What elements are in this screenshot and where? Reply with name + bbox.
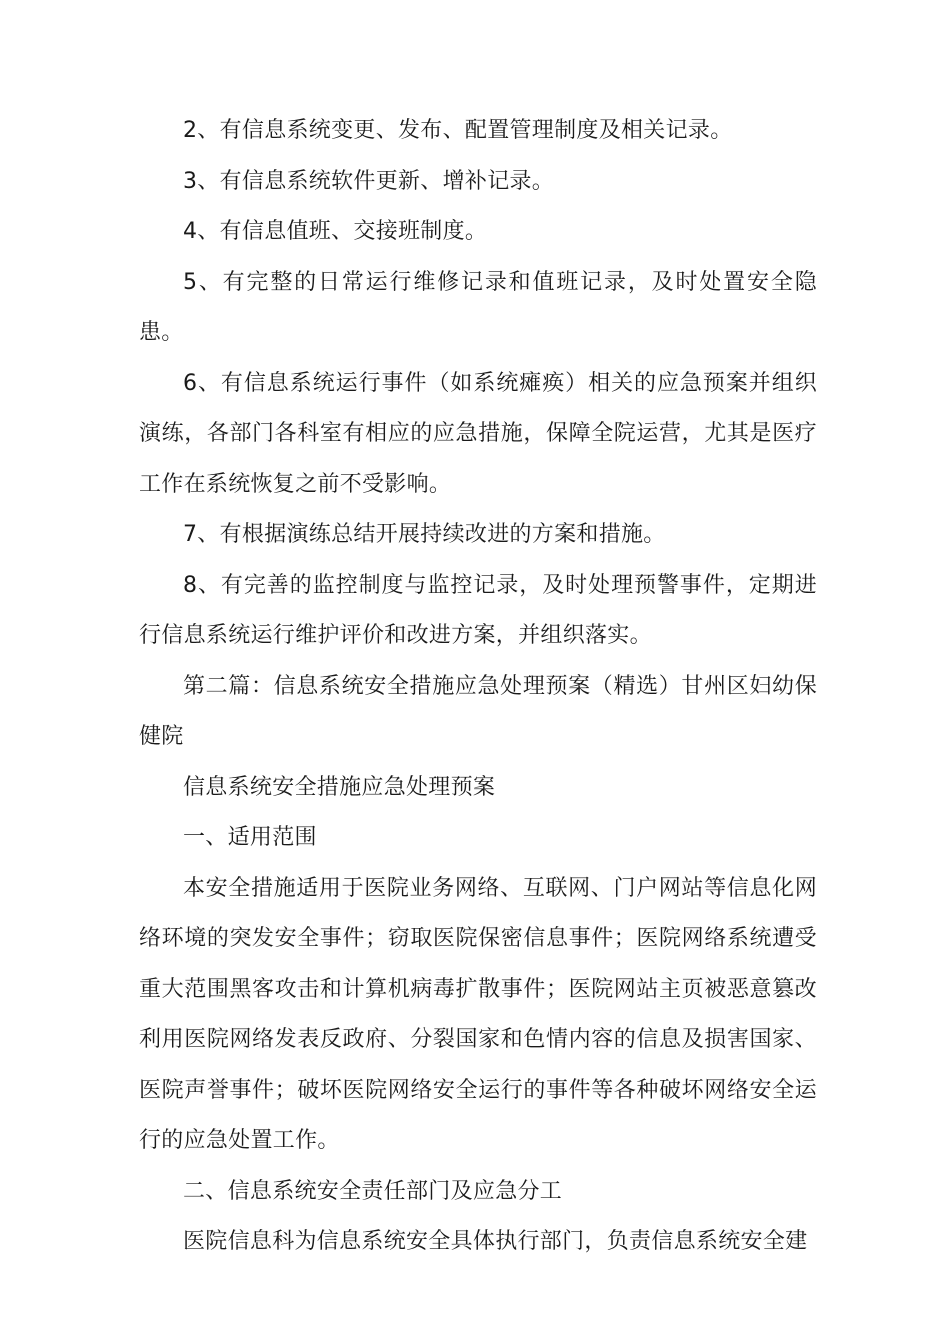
paragraph-item-4: 4、有信息值班、交接班制度。 <box>183 219 488 244</box>
paragraph-item-6: 6、有信息系统运行事件（如系统瘫痪）相关的应急预案并组织演练，各部门各科室有相应的应急措施，保障全院运营，尤其是医疗工作在系统恢复之前不受影响。 <box>139 370 817 497</box>
responsibility-paragraph: 医院信息科为信息系统安全具体执行部门，负责信息系统安全建 <box>183 1229 808 1254</box>
paragraph-item-5: 5、有完整的日常运行维修记录和值班记录，及时处置安全隐患。 <box>139 269 817 345</box>
document-title: 信息系统安全措施应急处理预案 <box>183 774 496 800</box>
section-heading-responsibility: 二、信息系统安全责任部门及应急分工 <box>183 1178 563 1204</box>
paragraph-item-7: 7、有根据演练总结开展持续改进的方案和措施。 <box>183 522 666 547</box>
paragraph-item-8: 8、有完善的监控制度与监控记录，及时处理预警事件，定期进行信息系统运行维护评价和改进方案，并组织落实。 <box>139 572 817 648</box>
chapter-heading: 第二篇：信息系统安全措施应急处理预案（精选）甘州区妇幼保健院 <box>139 673 817 749</box>
paragraph-item-2: 2、有信息系统变更、发布、配置管理制度及相关记录。 <box>183 118 733 143</box>
section-heading-scope: 一、适用范围 <box>183 825 317 850</box>
paragraph-item-3: 3、有信息系统软件更新、增补记录。 <box>183 168 555 194</box>
scope-paragraph: 本安全措施适用于医院业务网络、互联网、门户网站等信息化网络环境的突发安全事件；窃取医院保密信息事件；医院网络系统遭受重大范围黑客攻击和计算机病毒扩散事件；医院网站主页被恶意篡改利用医院网络发表反政府、分裂国家和色情内容的信息及损害国家、医院声誉事件；破坏医院网络安全运行的事件等各种破坏网络安全运行的应急处置工作。 <box>139 875 817 1153</box>
document-body <box>139 106 817 1268</box>
